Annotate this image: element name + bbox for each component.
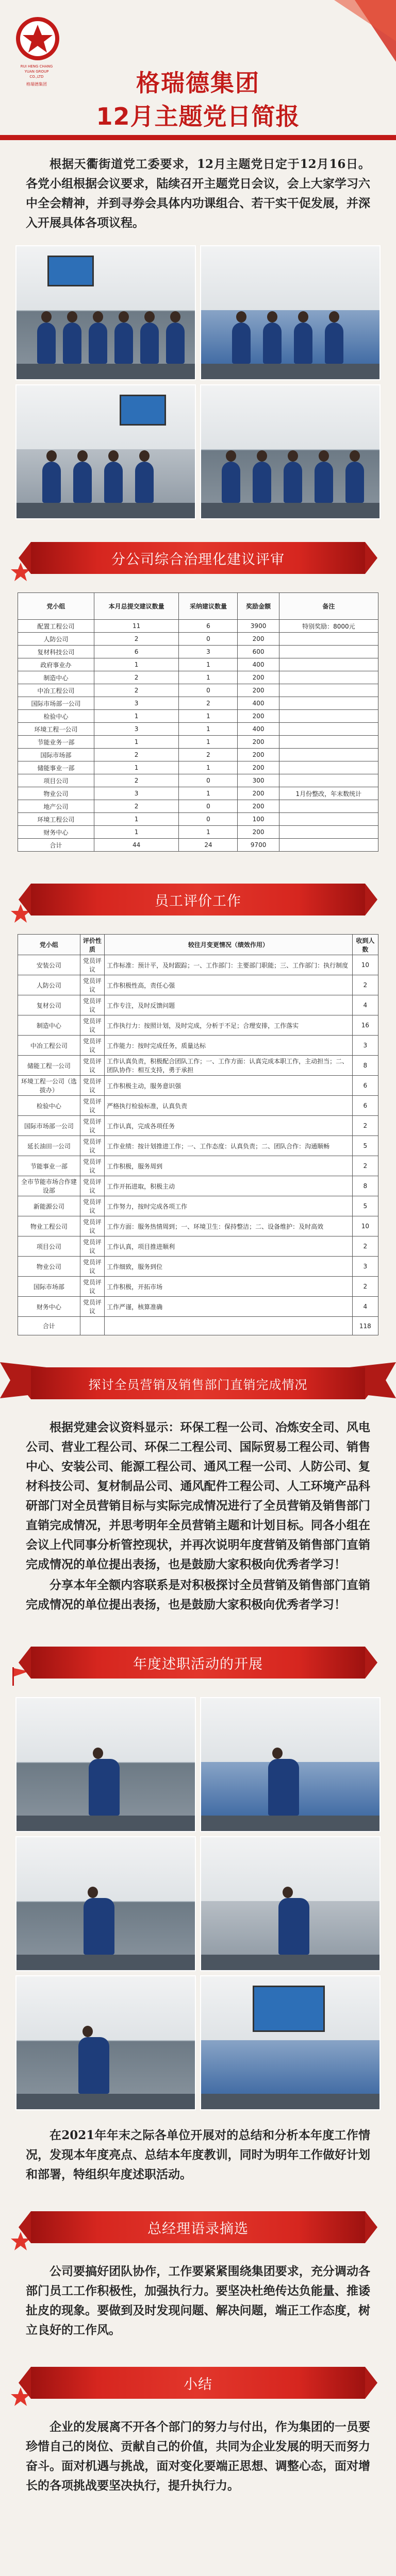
table-cell: 工作积极，开拓市场 bbox=[105, 1277, 353, 1297]
table-cell: 党员评议 bbox=[80, 1056, 104, 1076]
table-cell: 国际市场部一公司 bbox=[18, 697, 94, 710]
table-row bbox=[18, 1196, 378, 1216]
table-row bbox=[18, 1136, 378, 1156]
logo-cn-text: 格瑞德集团 bbox=[26, 82, 47, 87]
table-cell: 0 bbox=[179, 684, 238, 697]
table-row bbox=[18, 1056, 378, 1076]
review-photo bbox=[15, 1697, 196, 1832]
meeting-photo bbox=[15, 384, 196, 519]
table-header-cell: 党小组 bbox=[18, 593, 94, 620]
section-title: 年度述职活动的开展 bbox=[133, 1656, 263, 1672]
table-cell: 工作执行力：按照计划，及时完成，分析于不足；合理安排，工作落实 bbox=[105, 1015, 353, 1036]
party-flag-icon bbox=[14, 15, 61, 62]
section-title: 小结 bbox=[184, 2376, 212, 2393]
table-cell: 工作努力，按时完成各项工作 bbox=[105, 1196, 353, 1216]
table-cell: 200 bbox=[238, 787, 279, 800]
table-row bbox=[18, 1015, 378, 1036]
section-banner-2 bbox=[0, 872, 396, 934]
table-cell: 200 bbox=[238, 710, 279, 723]
corner-decoration bbox=[288, 0, 396, 62]
table-cell: 储能事业一部 bbox=[18, 761, 94, 774]
table-row bbox=[18, 1176, 378, 1196]
table-cell: 项目公司 bbox=[18, 1236, 80, 1257]
table-cell: 6 bbox=[94, 646, 179, 658]
section-banner-6 bbox=[0, 2355, 396, 2417]
table-cell bbox=[279, 826, 378, 839]
table-cell: 中冶工程公司 bbox=[18, 684, 94, 697]
table-cell: 工作方面：服务热情周到；一、环境卫生：保持整洁；二、设备维护：及时高效 bbox=[105, 1216, 353, 1236]
proposal-table-wrap bbox=[0, 592, 396, 852]
table-cell: 9700 bbox=[238, 839, 279, 852]
table-cell: 200 bbox=[238, 736, 279, 749]
sales-paragraph-1: 根据党建会议资料显示：环保工程一公司、冶炼安全司、风电公司、营业工程公司、环保二工程公司、国际贸易工程公司、销售中心、安装公司、能源工程公司、通风工程一公司、人防公司、复材科技公司、复材制品公司、通风配件工程公司、人工环境产品科研部门对全员营销目标与实际完成情况进行了全员营销及销售部门直销完成情况，并思考明年全员营销主题和计划目标。同各小组在会议上代同事分析管控现状，并再次说明年度营销及销售部门直销完成情况的单位提出表扬，也是鼓励大家积极向优秀者学习！ bbox=[26, 1420, 370, 1571]
review-photo bbox=[200, 1836, 381, 1971]
summary-paragraph: 企业的发展离不开各个部门的努力与付出，作为集团的一员要珍惜自己的岗位、贡献自己的价值，共同为企业发展的明天而努力奋斗。面对机遇与挑战，面对变化要端正思想、调整心态，面对增长的各项挑战要坚决执行，提升执行力。 bbox=[26, 2420, 370, 2493]
table-cell: 财务中心 bbox=[18, 1297, 80, 1317]
table-cell: 环境工程公司 bbox=[18, 813, 94, 826]
table-row bbox=[18, 620, 378, 633]
table-cell bbox=[279, 749, 378, 761]
table-row bbox=[18, 723, 378, 736]
table-cell: 4 bbox=[352, 995, 378, 1015]
table-cell: 118 bbox=[352, 1317, 378, 1335]
table-cell: 地产公司 bbox=[18, 800, 94, 813]
section-banner-3 bbox=[0, 1356, 396, 1418]
table-cell: 200 bbox=[238, 671, 279, 684]
table-cell: 1 bbox=[94, 658, 179, 671]
table-cell: 2 bbox=[94, 684, 179, 697]
table-cell: 200 bbox=[238, 633, 279, 646]
table-cell: 44 bbox=[94, 839, 179, 852]
table-cell: 0 bbox=[179, 813, 238, 826]
table-cell: 制造中心 bbox=[18, 1015, 80, 1036]
table-cell: 1 bbox=[179, 658, 238, 671]
table-cell: 200 bbox=[238, 684, 279, 697]
table-row bbox=[18, 774, 378, 787]
table-cell bbox=[279, 646, 378, 658]
table-header-cell: 本月总提交建议数量 bbox=[94, 593, 179, 620]
table-cell: 工作标准：预计平，及时跟踪；一、工作部门：主要部门职能；三、工作部门：执行制度 bbox=[105, 955, 353, 975]
table-row bbox=[18, 787, 378, 800]
table-cell: 党员评议 bbox=[80, 1196, 104, 1216]
table-cell: 2 bbox=[94, 800, 179, 813]
table-cell: 1 bbox=[94, 761, 179, 774]
table-cell: 国际市场部一公司 bbox=[18, 1116, 80, 1136]
table-cell: 中冶工程公司 bbox=[18, 1036, 80, 1056]
table-cell: 储能工程一公司 bbox=[18, 1056, 80, 1076]
table-cell: 党员评议 bbox=[80, 955, 104, 975]
section-band bbox=[31, 542, 365, 574]
table-cell: 2 bbox=[352, 1156, 378, 1176]
table-row bbox=[18, 995, 378, 1015]
table-cell: 0 bbox=[179, 774, 238, 787]
table-cell: 16 bbox=[352, 1015, 378, 1036]
table-header-cell: 党小组 bbox=[18, 935, 80, 955]
section-band bbox=[31, 2211, 365, 2243]
table-cell: 复材公司 bbox=[18, 995, 80, 1015]
table-cell bbox=[279, 761, 378, 774]
section-band bbox=[31, 1647, 365, 1679]
table-row bbox=[18, 749, 378, 761]
table-header-cell: 评价性质 bbox=[80, 935, 104, 955]
table-row bbox=[18, 1216, 378, 1236]
table-cell: 2 bbox=[352, 1116, 378, 1136]
table-cell: 400 bbox=[238, 723, 279, 736]
table-row bbox=[18, 839, 378, 852]
table-cell: 2 bbox=[352, 975, 378, 995]
table-cell: 2 bbox=[94, 633, 179, 646]
table-row bbox=[18, 800, 378, 813]
table-cell: 300 bbox=[238, 774, 279, 787]
table-cell: 工作业绩：按计划推进工作；一、工作态度：认真负责；二、团队合作：沟通顺畅 bbox=[105, 1136, 353, 1156]
section-band bbox=[31, 884, 365, 916]
table-cell: 1 bbox=[94, 710, 179, 723]
table-cell: 1 bbox=[94, 736, 179, 749]
table-cell: 制造中心 bbox=[18, 671, 94, 684]
table-cell: 6 bbox=[179, 620, 238, 633]
table-cell: 党员评议 bbox=[80, 1036, 104, 1056]
table-cell bbox=[105, 1317, 353, 1335]
table-cell: 党员评议 bbox=[80, 995, 104, 1015]
table-cell: 10 bbox=[352, 955, 378, 975]
section-title: 总经理语录摘选 bbox=[147, 2221, 249, 2237]
meeting-photo bbox=[15, 245, 196, 380]
table-cell: 节能业务一部 bbox=[18, 736, 94, 749]
table-cell: 工作能力：按时完成任务，质量达标 bbox=[105, 1036, 353, 1056]
table-cell: 全市节能市场合作建设部 bbox=[18, 1176, 80, 1196]
table-header-cell: 较往月变更情况（绩效作用） bbox=[105, 935, 353, 955]
table-row bbox=[18, 684, 378, 697]
table-cell: 4 bbox=[352, 1297, 378, 1317]
page-title: 格瑞德集团 bbox=[136, 69, 260, 97]
table-cell: 党员评议 bbox=[80, 1015, 104, 1036]
table-cell: 2 bbox=[352, 1277, 378, 1297]
section-band bbox=[31, 2367, 365, 2399]
table-cell: 项目公司 bbox=[18, 774, 94, 787]
table-row bbox=[18, 1277, 378, 1297]
table-cell: 工作认真，项目推进顺利 bbox=[105, 1236, 353, 1257]
table-cell: 党员评议 bbox=[80, 1257, 104, 1277]
table-cell: 严格执行检验标准，认真负责 bbox=[105, 1096, 353, 1116]
table-cell: 党员评议 bbox=[80, 1116, 104, 1136]
table-cell: 特别奖励：8000元 bbox=[279, 620, 378, 633]
table-cell: 工作严谨，核算准确 bbox=[105, 1297, 353, 1317]
evaluation-table bbox=[18, 934, 378, 1335]
quotes-paragraph: 公司要搞好团队协作，工作要紧紧围绕集团要求，充分调动各部门员工工作积极性，加强执行力。要坚决杜绝传达负能量、推诿扯皮的现象。要做到及时发现问题、解决问题，端正工作态度，树立良好的工作风。 bbox=[26, 2264, 370, 2337]
table-cell: 工作开拓进取，积极主动 bbox=[105, 1176, 353, 1196]
table-row bbox=[18, 633, 378, 646]
review-photo-grid bbox=[0, 1697, 396, 2110]
table-cell: 党员评议 bbox=[80, 1297, 104, 1317]
table-cell: 工作细致，服务到位 bbox=[105, 1257, 353, 1277]
table-cell: 2 bbox=[179, 697, 238, 710]
table-cell: 3 bbox=[179, 646, 238, 658]
table-cell: 检验中心 bbox=[18, 710, 94, 723]
table-row bbox=[18, 646, 378, 658]
table-cell: 工作积极主动，服务意识强 bbox=[105, 1076, 353, 1096]
table-cell: 人防公司 bbox=[18, 633, 94, 646]
table-cell: 200 bbox=[238, 761, 279, 774]
evaluation-table-wrap bbox=[0, 934, 396, 1335]
table-row bbox=[18, 1096, 378, 1116]
section-title: 分公司综合治理化建议评审 bbox=[111, 551, 285, 568]
section-band bbox=[31, 1367, 365, 1399]
table-cell: 工作认真，完成各项任务 bbox=[105, 1116, 353, 1136]
section-banner-1 bbox=[0, 531, 396, 592]
table-cell: 党员评议 bbox=[80, 1277, 104, 1297]
table-cell: 环境工程一公司（选拔办） bbox=[18, 1076, 80, 1096]
table-cell: 2 bbox=[94, 749, 179, 761]
table-cell: 1 bbox=[179, 736, 238, 749]
table-row bbox=[18, 1257, 378, 1277]
table-cell: 财务中心 bbox=[18, 826, 94, 839]
table-cell bbox=[279, 633, 378, 646]
table-cell: 1 bbox=[179, 710, 238, 723]
table-cell: 3 bbox=[352, 1257, 378, 1277]
table-cell: 安装公司 bbox=[18, 955, 80, 975]
table-cell: 1 bbox=[94, 826, 179, 839]
table-cell bbox=[279, 710, 378, 723]
logo-en-text: RUI HENG CHANG YUAN GROUP CO.,LTD bbox=[20, 64, 53, 79]
table-cell: 工作认真负责，积极配合团队工作；一、工作方面：认真完成本职工作，主动担当；二、团队协作：相互支持，勇于承担 bbox=[105, 1056, 353, 1076]
table-cell: 国际市场部 bbox=[18, 1277, 80, 1297]
table-header-cell: 采纳建议数量 bbox=[179, 593, 238, 620]
table-row bbox=[18, 826, 378, 839]
table-cell: 检验中心 bbox=[18, 1096, 80, 1116]
table-cell: 6 bbox=[352, 1076, 378, 1096]
table-row bbox=[18, 1036, 378, 1056]
meeting-photo bbox=[200, 384, 381, 519]
table-cell: 党员评议 bbox=[80, 1236, 104, 1257]
table-row bbox=[18, 1156, 378, 1176]
table-cell: 8 bbox=[352, 1176, 378, 1196]
table-row bbox=[18, 761, 378, 774]
table-cell: 6 bbox=[352, 1096, 378, 1116]
table-row bbox=[18, 1317, 378, 1335]
table-cell bbox=[279, 774, 378, 787]
table-cell: 人防公司 bbox=[18, 975, 80, 995]
meeting-photo bbox=[200, 245, 381, 380]
table-cell: 节能事业一部 bbox=[18, 1156, 80, 1176]
table-cell: 600 bbox=[238, 646, 279, 658]
table-cell bbox=[279, 684, 378, 697]
table-cell: 工作积极，服务周到 bbox=[105, 1156, 353, 1176]
table-cell: 1 bbox=[179, 787, 238, 800]
table-cell: 合计 bbox=[18, 839, 94, 852]
table-cell bbox=[279, 671, 378, 684]
table-cell: 1 bbox=[179, 761, 238, 774]
table-cell bbox=[279, 723, 378, 736]
review-paragraph: 在2021年年末之际各单位开展对的总结和分析本年度工作情况，发现本年度亮点、总结本年度教训，同时为明年工作做好计划和部署，特组织年度述职活动。 bbox=[26, 2128, 370, 2181]
review-photo bbox=[200, 1697, 381, 1832]
table-cell: 党员评议 bbox=[80, 975, 104, 995]
table-cell bbox=[279, 800, 378, 813]
table-cell: 11 bbox=[94, 620, 179, 633]
table-cell: 政府事业办 bbox=[18, 658, 94, 671]
table-cell: 1 bbox=[94, 813, 179, 826]
table-cell: 工作积极性高，责任心强 bbox=[105, 975, 353, 995]
header bbox=[0, 0, 396, 155]
table-cell: 200 bbox=[238, 749, 279, 761]
table-row bbox=[18, 1236, 378, 1257]
section-title: 探讨全员营销及销售部门直销完成情况 bbox=[88, 1377, 308, 1392]
table-cell: 党员评议 bbox=[80, 1096, 104, 1116]
table-cell: 新能源公司 bbox=[18, 1196, 80, 1216]
table-cell: 合计 bbox=[18, 1317, 80, 1335]
header-divider bbox=[0, 135, 396, 140]
table-header-cell: 收到人数 bbox=[352, 935, 378, 955]
table-cell: 400 bbox=[238, 697, 279, 710]
table-row bbox=[18, 975, 378, 995]
meeting-photo-grid bbox=[0, 245, 396, 519]
table-cell: 延长油田一公司 bbox=[18, 1136, 80, 1156]
table-cell: 配置工程公司 bbox=[18, 620, 94, 633]
table-cell bbox=[279, 697, 378, 710]
table-cell: 1月份整改，年末数统计 bbox=[279, 787, 378, 800]
page-subtitle: 12月主题党日简报 bbox=[96, 103, 300, 130]
table-cell: 复材科技公司 bbox=[18, 646, 94, 658]
table-cell: 工作专注，及时反馈问题 bbox=[105, 995, 353, 1015]
table-row bbox=[18, 813, 378, 826]
table-cell: 物业公司 bbox=[18, 1257, 80, 1277]
table-cell: 0 bbox=[179, 633, 238, 646]
table-cell: 200 bbox=[238, 800, 279, 813]
table-row bbox=[18, 710, 378, 723]
table-cell: 3 bbox=[94, 723, 179, 736]
table-row bbox=[18, 697, 378, 710]
proposal-table bbox=[18, 592, 378, 852]
table-cell: 环境工程一公司 bbox=[18, 723, 94, 736]
table-cell: 5 bbox=[352, 1136, 378, 1156]
table-row bbox=[18, 671, 378, 684]
table-cell: 100 bbox=[238, 813, 279, 826]
review-photo bbox=[15, 1975, 196, 2110]
table-cell: 0 bbox=[179, 800, 238, 813]
section-banner-4 bbox=[0, 1635, 396, 1697]
table-cell bbox=[279, 813, 378, 826]
table-cell: 1 bbox=[179, 723, 238, 736]
table-cell: 2 bbox=[94, 671, 179, 684]
table-cell: 2 bbox=[94, 774, 179, 787]
table-row bbox=[18, 1297, 378, 1317]
table-row bbox=[18, 955, 378, 975]
table-cell: 党员评议 bbox=[80, 1136, 104, 1156]
table-cell: 国际市场部 bbox=[18, 749, 94, 761]
table-cell: 党员评议 bbox=[80, 1176, 104, 1196]
intro-paragraph: 根据天衢街道党工委要求，12月主题党日定于12月16日。各党小组根据会议要求，陆续召开主题党日会议，会上大家学习六中全会精神，并到寻券会具体内功课组合、若干实干促发展，并深入开展具体各项议程。 bbox=[26, 157, 370, 230]
table-cell: 3900 bbox=[238, 620, 279, 633]
table-cell bbox=[279, 736, 378, 749]
table-cell: 200 bbox=[238, 826, 279, 839]
section-banner-5 bbox=[0, 2200, 396, 2262]
table-row bbox=[18, 1076, 378, 1096]
table-cell: 3 bbox=[352, 1036, 378, 1056]
table-cell bbox=[80, 1317, 104, 1335]
sales-paragraph-2: 分享本年全额内容联系是对积极探讨全员营销及销售部门直销完成情况的单位提出表扬，也是鼓励大家积极向优秀者学习！ bbox=[26, 1578, 370, 1612]
table-header-cell: 奖励金额 bbox=[238, 593, 279, 620]
table-cell: 党员评议 bbox=[80, 1156, 104, 1176]
table-cell: 400 bbox=[238, 658, 279, 671]
table-cell: 3 bbox=[94, 697, 179, 710]
table-cell bbox=[279, 839, 378, 852]
table-cell bbox=[279, 658, 378, 671]
table-cell: 物业公司 bbox=[18, 787, 94, 800]
table-cell: 党员评议 bbox=[80, 1076, 104, 1096]
table-cell: 1 bbox=[179, 826, 238, 839]
table-cell: 5 bbox=[352, 1196, 378, 1216]
table-cell: 2 bbox=[352, 1236, 378, 1257]
review-photo bbox=[15, 1836, 196, 1971]
table-cell: 物业工程公司 bbox=[18, 1216, 80, 1236]
table-cell: 10 bbox=[352, 1216, 378, 1236]
table-cell: 8 bbox=[352, 1056, 378, 1076]
table-cell: 1 bbox=[179, 671, 238, 684]
section-title: 员工评价工作 bbox=[155, 893, 241, 909]
table-row bbox=[18, 658, 378, 671]
table-cell: 2 bbox=[179, 749, 238, 761]
table-cell: 3 bbox=[94, 787, 179, 800]
table-cell: 党员评议 bbox=[80, 1216, 104, 1236]
table-header-cell: 备注 bbox=[279, 593, 378, 620]
table-cell: 24 bbox=[179, 839, 238, 852]
review-photo bbox=[200, 1975, 381, 2110]
table-row bbox=[18, 1116, 378, 1136]
table-row bbox=[18, 736, 378, 749]
